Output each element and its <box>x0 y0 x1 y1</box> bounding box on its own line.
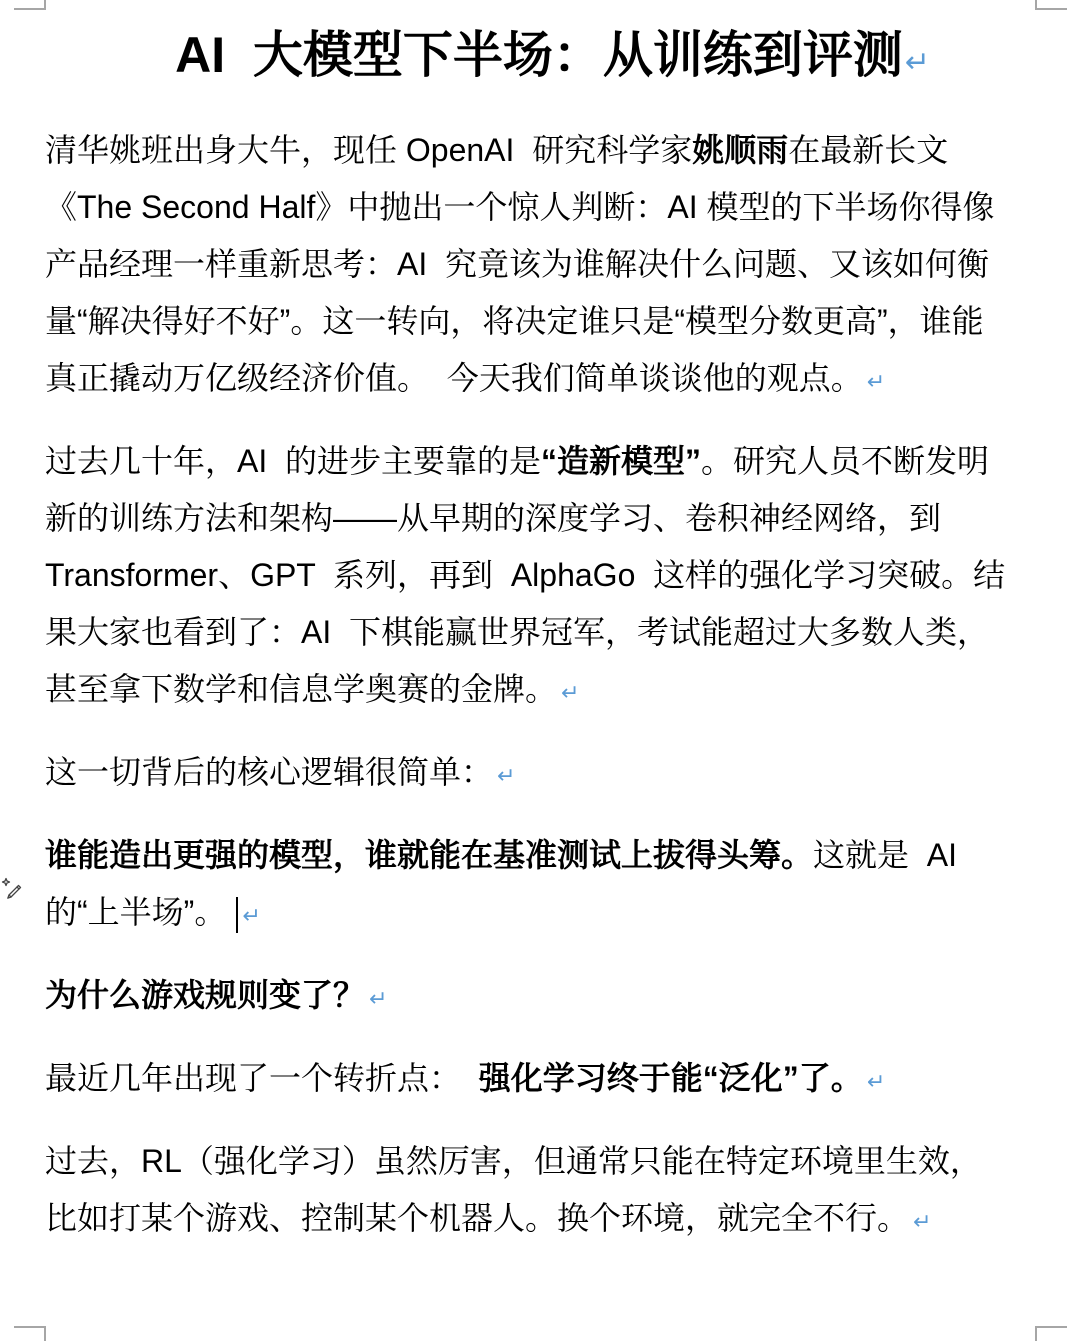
heading-text: 为什么游戏规则变了？ <box>45 977 366 1013</box>
text-line <box>45 433 1035 490</box>
text-run: 在最新长文 <box>788 132 949 168</box>
text-line <box>45 744 1035 801</box>
text-run: 果大家也看到了：AI 下棋能赢世界冠军，考试能超过大多数人类， <box>45 614 990 650</box>
paragraph-history <box>45 433 1035 718</box>
text-line <box>45 350 1035 407</box>
text-line <box>45 236 1035 293</box>
text-run: 的“上半场”。 <box>45 894 227 930</box>
title-text: AI 大模型下半场：从训练到评测 <box>175 27 903 83</box>
paragraph-mark: ↵ <box>866 370 886 395</box>
paragraph-intro <box>45 122 1035 407</box>
crop-mark-top-left <box>14 0 46 10</box>
text-run: 比如打某个游戏、控制某个机器人。换个环境，就完全不行。 <box>45 1200 910 1236</box>
text-run: 最近几年出现了一个转折点： <box>45 1060 479 1096</box>
text-run: 新的训练方法和架构——从早期的深度学习、卷积神经网络，到 <box>45 500 942 536</box>
text-run: 清华姚班出身大牛，现任 OpenAI 研究科学家 <box>45 132 693 168</box>
text-run: 这一切背后的核心逻辑很简单： <box>45 754 494 790</box>
sparkle-pen-icon[interactable] <box>0 876 24 900</box>
crop-mark-bottom-right <box>1035 1326 1067 1341</box>
text-run: 产品经理一样重新思考：AI 究竟该为谁解决什么问题、又该如何衡 <box>45 246 990 282</box>
text-line <box>45 547 1035 604</box>
paragraph-mark: ↵ <box>369 987 388 1012</box>
text-cursor <box>236 897 238 933</box>
crop-mark-bottom-left <box>14 1326 46 1341</box>
paragraph-first-half <box>45 827 1035 941</box>
text-line <box>45 122 1035 179</box>
text-line <box>45 1190 1035 1247</box>
bold-emphasis: “造新模型” <box>541 443 702 479</box>
paragraph-turning-point <box>45 1050 1035 1107</box>
text-run: 量“解决得好不好”。这一转向，将决定谁只是“模型分数更高”，谁能 <box>45 303 984 339</box>
bold-author-name: 姚顺雨 <box>692 132 789 168</box>
paragraph-rl-past <box>45 1133 1035 1247</box>
bold-emphasis: 谁能造出更强的模型，谁就能在基准测试上拔得头筹。 <box>45 837 814 873</box>
text-line <box>45 1133 1035 1190</box>
text-line <box>45 884 1035 941</box>
text-run: 《The Second Half》中抛出一个惊人判断：AI 模型的下半场你得像 <box>45 189 995 225</box>
document-body[interactable] <box>45 122 1035 1273</box>
paragraph-mark: ↵ <box>866 1070 886 1095</box>
paragraph-mark: ↵ <box>913 1210 932 1235</box>
text-line <box>45 490 1035 547</box>
text-line <box>45 661 1035 718</box>
text-run: 过去，RL（强化学习）虽然厉害，但通常只能在特定环境里生效， <box>45 1143 982 1179</box>
paragraph-mark: ↵ <box>561 681 580 706</box>
paragraph-mark: ↵ <box>497 764 516 789</box>
text-run: 。研究人员不断发明 <box>701 443 990 479</box>
text-run: 这就是 AI <box>813 837 958 873</box>
text-run: 真正撬动万亿级经济价值。 今天我们简单谈谈他的观点。 <box>45 360 863 396</box>
text-line <box>45 1050 1035 1107</box>
text-line <box>45 604 1035 661</box>
text-line <box>45 293 1035 350</box>
crop-mark-top-right <box>1035 0 1067 10</box>
text-line <box>45 827 1035 884</box>
bold-emphasis: 强化学习终于能“泛化”了。 <box>478 1060 863 1096</box>
text-line <box>45 967 1035 1024</box>
text-line <box>45 179 1035 236</box>
section-heading-why-rules-changed <box>45 967 1035 1024</box>
text-run: 甚至拿下数学和信息学奥赛的金牌。 <box>45 671 558 707</box>
text-run: Transformer、GPT 系列，再到 AlphaGo 这样的强化学习突破。结 <box>45 557 1006 593</box>
text-run: 过去几十年，AI 的进步主要靠的是 <box>45 443 542 479</box>
paragraph-mark: ↵ <box>242 904 261 929</box>
document-title: AI 大模型下半场：从训练到评测↵ <box>175 27 931 83</box>
paragraph-core-logic <box>45 744 1035 801</box>
